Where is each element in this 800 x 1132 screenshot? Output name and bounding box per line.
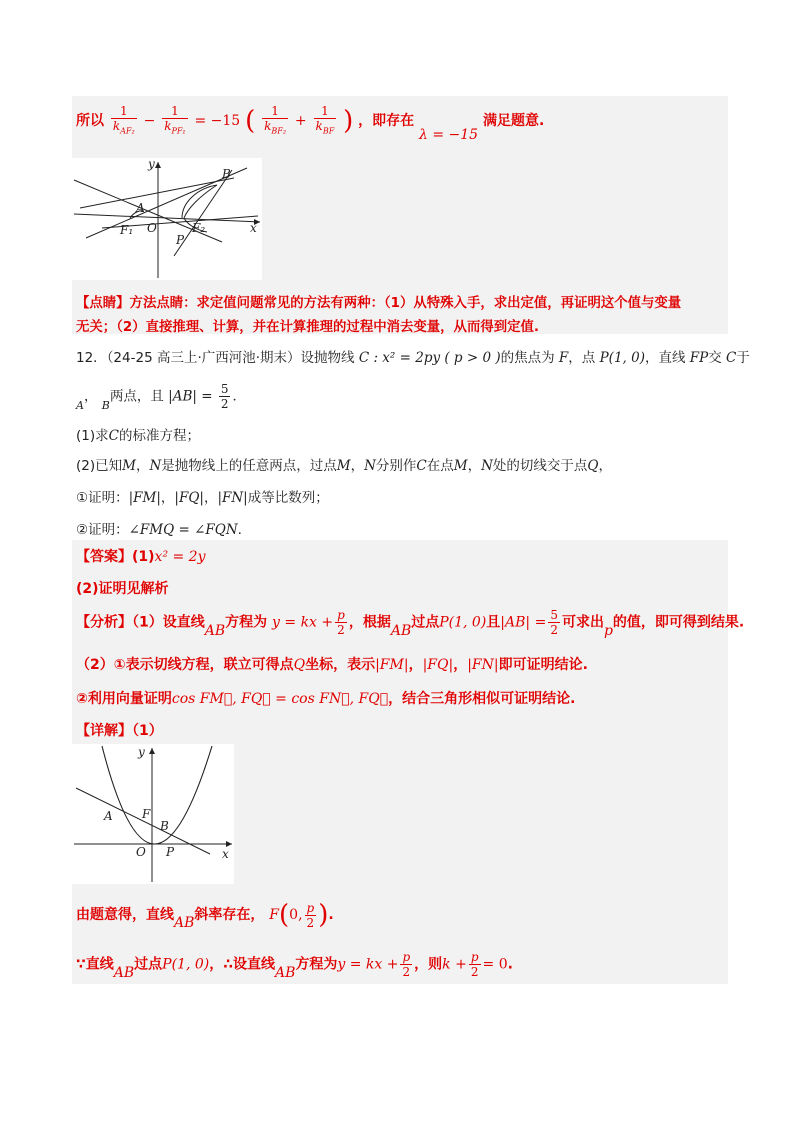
- label-x: x: [250, 221, 257, 235]
- figure-ellipse-lines: [72, 158, 262, 280]
- label-F2: F₂: [192, 221, 206, 235]
- problem-stem-line-1: 12．（24-25 高三上·广西河池·期末）设抛物线 C : x² = 2py ( p > 0 )的焦点为 F，点 P(1, 0)，直线 FP交 C于: [76, 350, 750, 366]
- label-P: P: [166, 845, 175, 859]
- detail-label: 【详解】（1）: [76, 723, 163, 739]
- tip-line-1: 【点睛】方法点睛：求定值问题常见的方法有两种：（1）从特殊入手，求出定值，再证明这个值与变量: [76, 296, 682, 311]
- label-y: y: [148, 158, 155, 171]
- solution-line-2: ∵直线AB过点P(1, 0)，∴设直线AB方程为y = kx + $\frac{p}{2}$ ，则k + $\frac{p}{2}$ = 0.: [76, 950, 513, 981]
- proof-2: ②证明：∠FMQ = ∠FQN.: [76, 522, 242, 538]
- problem-stem-line-2: $_A$， $_B$两点，且 |AB| = $\frac{5}{2}$ ．: [76, 382, 246, 412]
- label-F: F: [142, 807, 151, 821]
- fraction-1-over-kpf1: $\frac{1}{k_{PF_1}}$: [164, 104, 186, 136]
- label-A: A: [136, 201, 145, 215]
- label-B: B: [222, 167, 231, 181]
- figure-parabola: [72, 744, 234, 884]
- solution-line-1: 由题意得，直线AB斜率存在， F(0, $\frac{p}{2}$ ).: [76, 900, 334, 931]
- parabola: [102, 746, 212, 844]
- fraction-1-over-kbf2: $\frac{1}{k_{BF_2}}$: [264, 104, 287, 136]
- question-1: (1)求C的标准方程；: [76, 428, 200, 444]
- label-O: O: [147, 221, 157, 235]
- proof-1: ①证明：|FM|，|FQ|，|FN|成等比数列；: [76, 490, 329, 506]
- figure-1-svg: [72, 158, 262, 280]
- question-2: (2)已知M，N是抛物线上的任意两点，过点M，N分别作C在点M，N处的切线交于点Q，: [76, 458, 612, 474]
- label-y: y: [138, 745, 145, 759]
- analysis-line-1: 【分析】（1）设直线AB方程为 y = kx + $\frac{p}{2}$ ，根据AB过点P(1, 0)且|AB| = $\frac{5}{2}$ 可求出p的值，即可得到结果.: [76, 608, 745, 639]
- label-A: A: [104, 809, 113, 823]
- label-x: x: [222, 847, 229, 861]
- line-5: [80, 178, 234, 208]
- label-P: P: [176, 233, 185, 247]
- fraction-1-over-kbf: $\frac{1}{k_{BF}}$: [315, 104, 335, 136]
- label-O: O: [136, 845, 146, 859]
- figure-2-svg: [72, 744, 234, 884]
- fraction-1-over-kaf2: $\frac{1}{k_{AF_2}}$: [112, 104, 135, 136]
- analysis-line-2: （2）①表示切线方程，联立可得点Q坐标，表示|FM|，|FQ|，|FN|即可证明结论.: [76, 657, 588, 673]
- tip-line-2: 无关；（2）直接推理、计算，并在计算推理的过程中消去变量，从而得到定值.: [76, 320, 539, 335]
- fraction-5-2: $\frac{5}{2}$: [220, 382, 229, 411]
- analysis-line-3: ②利用向量证明cos FM⃗, FQ⃗ = cos FN⃗, FQ⃗，结合三角形相似可证明结论.: [76, 691, 576, 707]
- label-B: B: [160, 819, 169, 833]
- label-F1: F₁: [120, 223, 134, 237]
- answer-line: 【答案】(1)x² = 2y: [76, 549, 206, 565]
- answer-part-2: (2)证明见解析: [76, 581, 169, 597]
- conclusion-line: 所以 $\frac{1}{k_{AF_2}}$ − $\frac{1}{k_{PF_1}}$ = −15 ( $\frac{1}{k_{BF_2}}$ + $\frac{1}{k_{BF}}$ ) ，即存在 λ = −15 满足题意.: [76, 104, 545, 144]
